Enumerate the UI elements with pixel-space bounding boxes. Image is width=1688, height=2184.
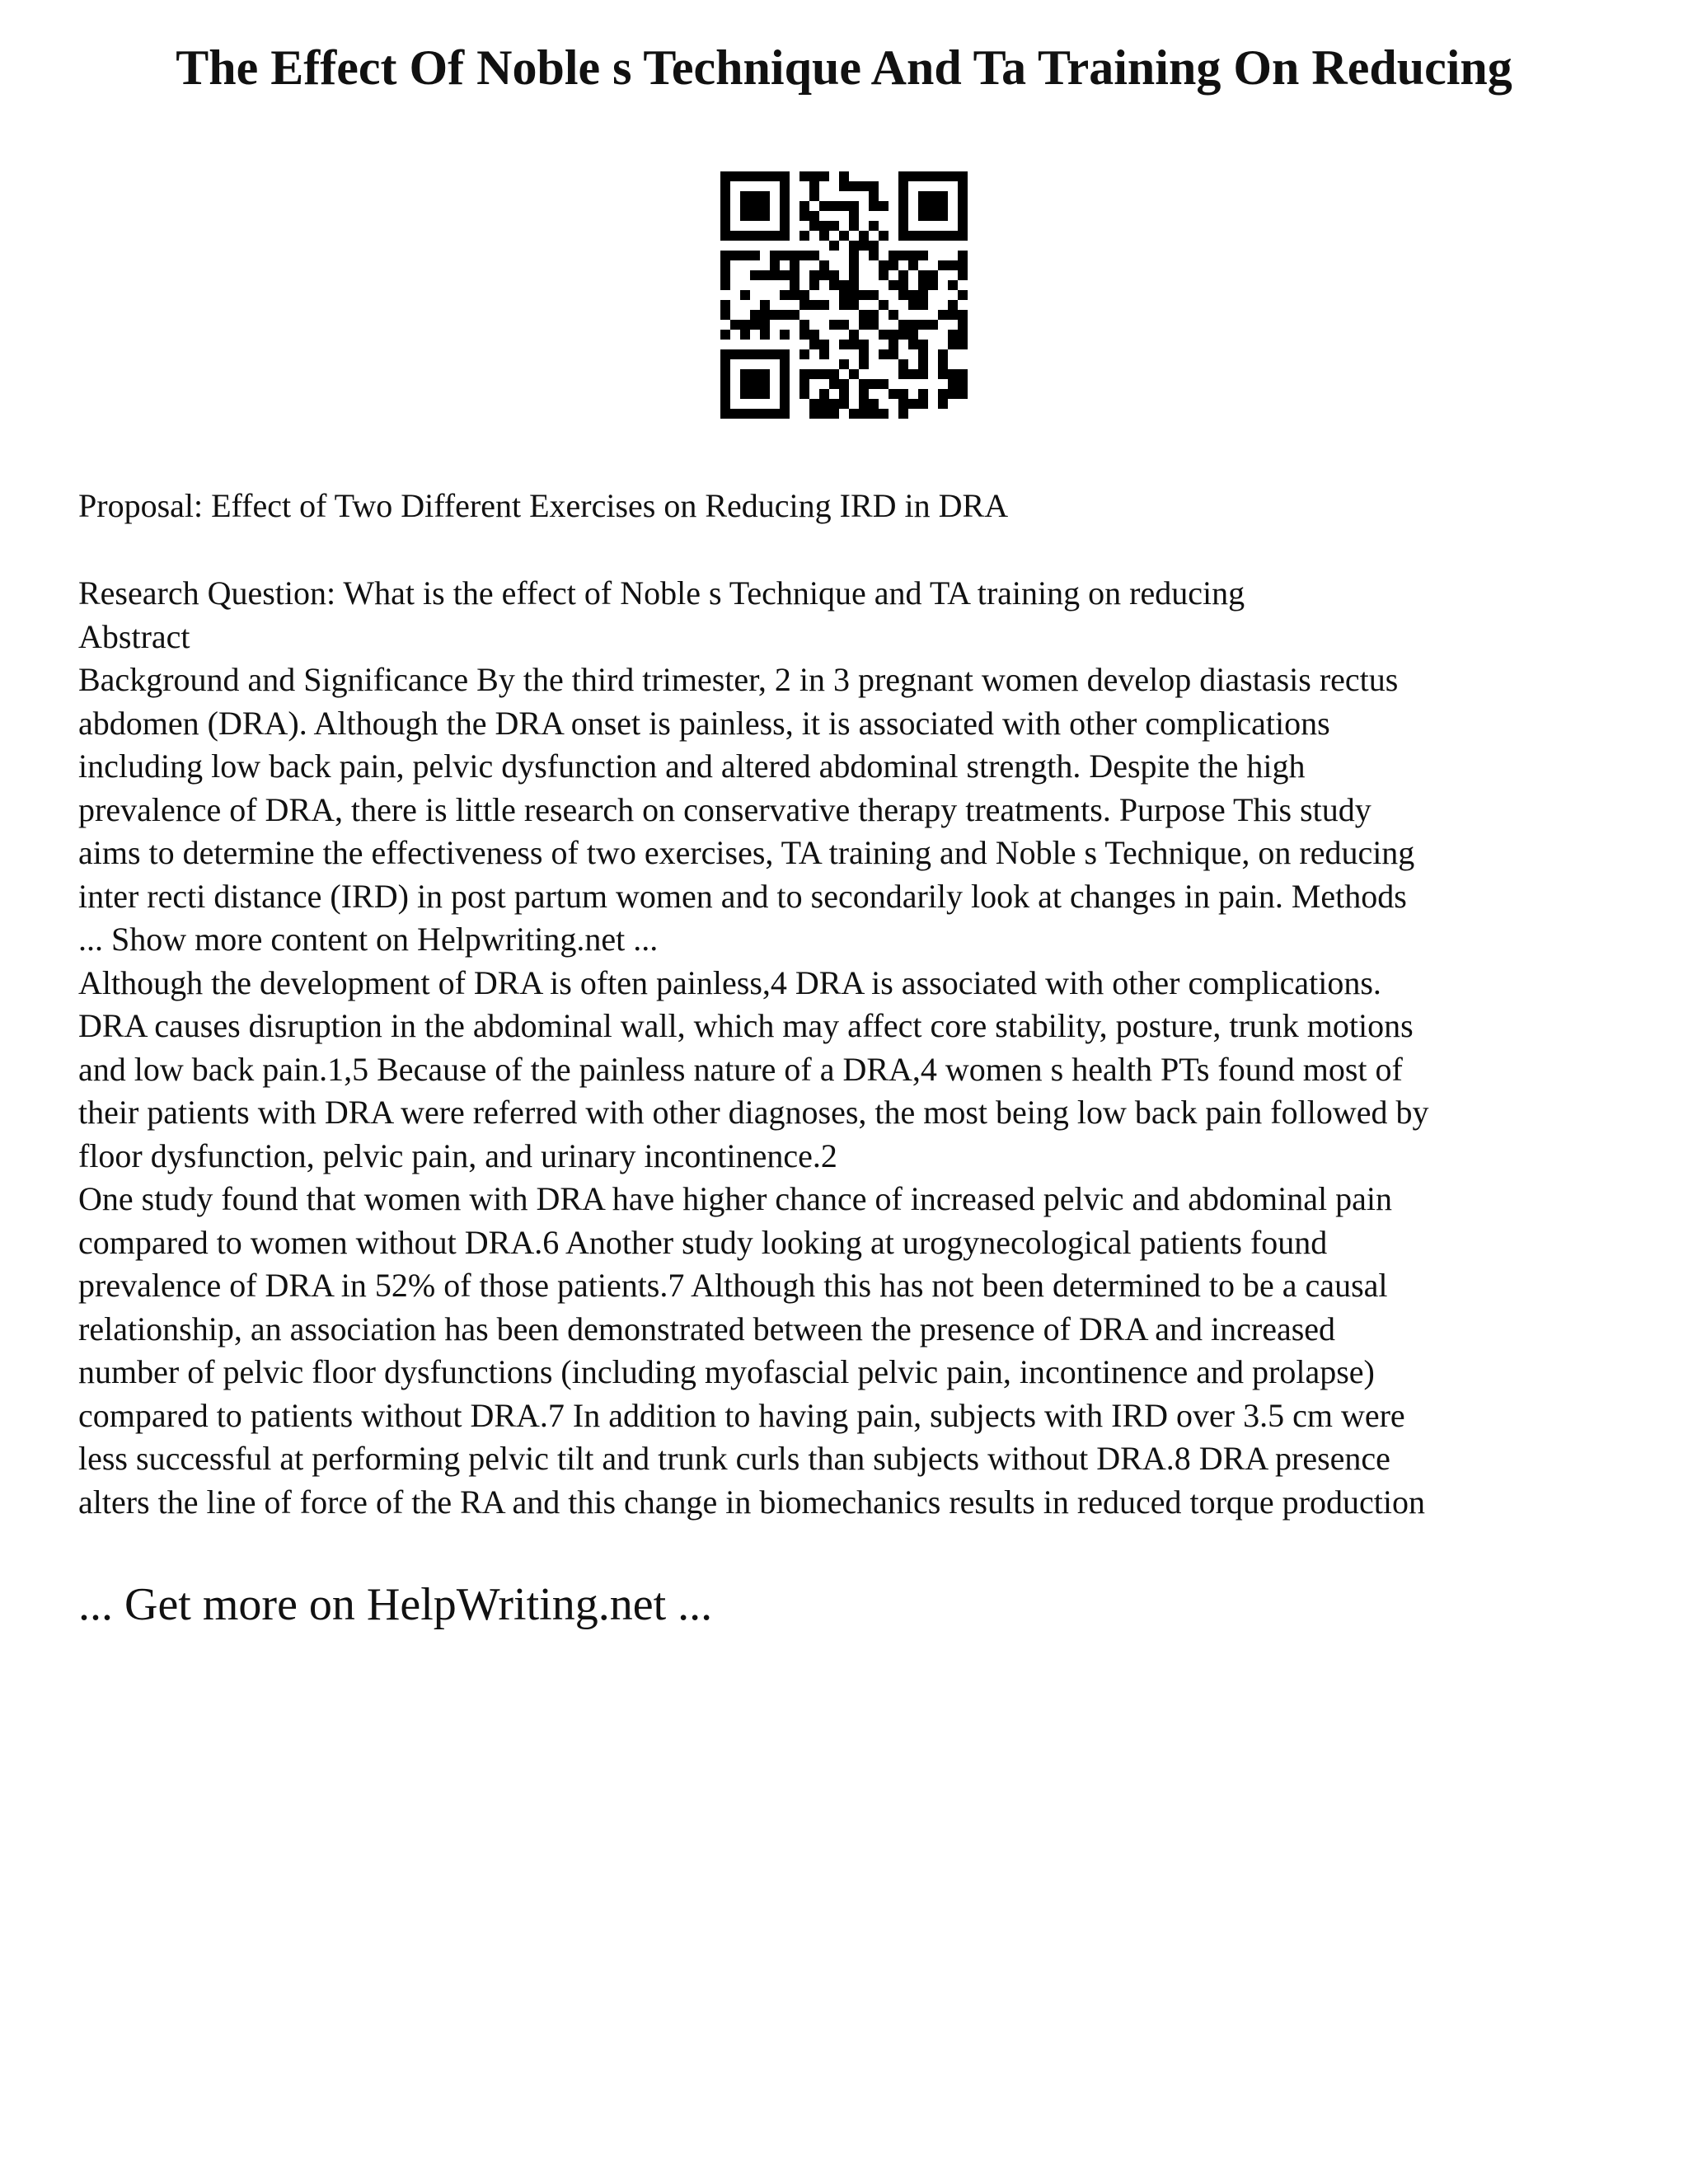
- body-line: relationship, an association has been demonstrated between the presence of DRA and increased: [78, 1310, 1336, 1347]
- body-line: alters the line of force of the RA and this change in biomechanics results in reduced torque production: [78, 1483, 1425, 1521]
- body-line: and low back pain.1,5 Because of the painless nature of a DRA,4 women s health PTs found most of: [78, 1050, 1403, 1088]
- document-title: The Effect Of Noble s Technique And Ta Training On Reducing: [176, 40, 1512, 95]
- body-line: Although the development of DRA is often painless,4 DRA is associated with other complications.: [78, 963, 1381, 1001]
- body-line: One study found that women with DRA have higher chance of increased pelvic and abdominal pain: [78, 1180, 1392, 1217]
- body-line: abdomen (DRA). Although the DRA onset is painless, it is associated with other complications: [78, 704, 1330, 742]
- abstract-heading: Abstract: [78, 617, 190, 655]
- body-line: compared to patients without DRA.7 In addition to having pain, subjects with IRD over 3.5 cm were: [78, 1396, 1405, 1434]
- body-line: prevalence of DRA in 52% of those patients.7 Although this has not been determined to be a causal: [78, 1267, 1388, 1304]
- body-line: less successful at performing pelvic tilt and trunk curls than subjects without DRA.8 DRA presence: [78, 1440, 1390, 1477]
- get-more-link[interactable]: ... Get more on HelpWriting.net ...: [78, 1579, 713, 1630]
- show-more-text: ... Show more content on Helpwriting.net ...: [78, 921, 659, 958]
- body-line: number of pelvic floor dysfunctions (including myofascial pelvic pain, incontinence and prolapse): [78, 1353, 1375, 1390]
- body-line: prevalence of DRA, there is little research on conservative therapy treatments. Purpose This study: [78, 790, 1372, 828]
- body-line: aims to determine the effectiveness of two exercises, TA training and Noble s Technique, on reducing: [78, 834, 1415, 871]
- body-line: Research Question: What is the effect of Noble s Technique and TA training on reducing: [78, 574, 1245, 612]
- proposal-line: Proposal: Effect of Two Different Exercises on Reducing IRD in DRA: [78, 487, 1009, 524]
- body-line: inter recti distance (IRD) in post partum women and to secondarily look at changes in pain. Methods: [78, 877, 1407, 915]
- document-body: [78, 572, 1628, 1524]
- qr-code-icon: [720, 171, 968, 419]
- body-line: Background and Significance By the third trimester, 2 in 3 pregnant women develop diastasis rectus: [78, 661, 1399, 698]
- body-line: their patients with DRA were referred with other diagnoses, the most being low back pain followed by: [78, 1094, 1429, 1131]
- body-line: compared to women without DRA.6 Another study looking at urogynecological patients found: [78, 1223, 1328, 1261]
- body-line: DRA causes disruption in the abdominal wall, which may affect core stability, posture, trunk motions: [78, 1007, 1414, 1044]
- body-line: including low back pain, pelvic dysfunction and altered abdominal strength. Despite the high: [78, 748, 1306, 785]
- body-line: floor dysfunction, pelvic pain, and urinary incontinence.2: [78, 1137, 837, 1174]
